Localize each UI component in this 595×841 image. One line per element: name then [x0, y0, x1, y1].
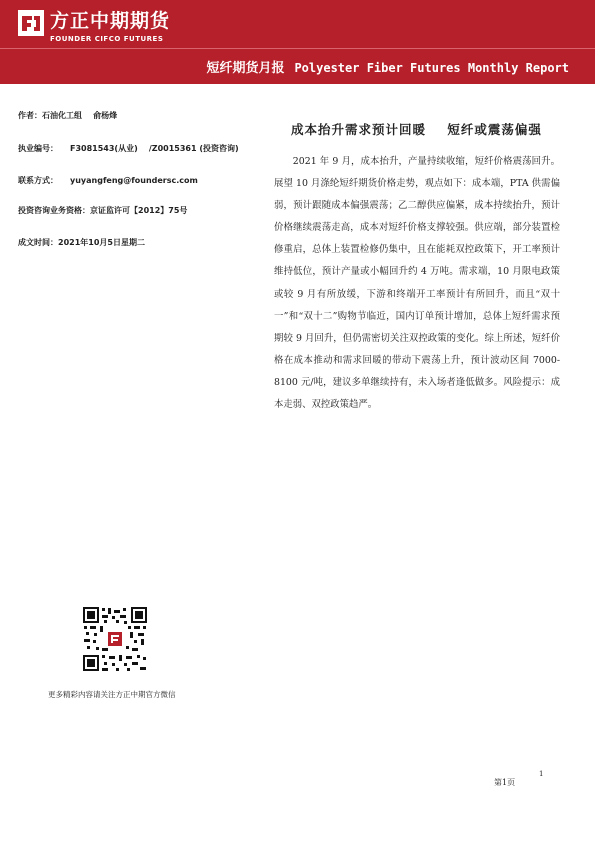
qualification-label: 投资咨询业务资格：	[18, 206, 90, 215]
brand-logo-icon	[18, 10, 44, 36]
date-label: 成文时间：	[18, 238, 58, 247]
brand-name-cn: 方正中期期货	[50, 10, 171, 32]
article-body: 2021 年 9 月，成本抬升，产量持续收缩，短纤价格震荡回升。展望 10 月涤纶短纤期货价格走势，观点如下：成本端，PTA 供需偏弱，预计跟随成本偏强震荡；乙二醇供应偏紧，成本持续抬升，预计价格继续震荡走高，成本对短纤价格支撑较强。供应端，部分装置检修重启，总体上装置检修仍集中，且在能耗双控政策下，开工率预计维持低位，预计产量或小幅回升约 4 万吨。需求端，10 月限电政策或较 9 月有所放缓，下游和终端开工率预计有所回升，而且“双十一”和“双十二”购物节临近，国内订单预计增加，总体上短纤需求预期较 9 月回升，但仍需密切关注双控政策的变化。综上所述，短纤价格在成本推动和需求回暖的带动下震荡上升，预计波动区间 7000-8100 元/吨，建议多单继续持有，未入场者逢低做多。风险提示：成本走弱、双控政策趋严。	[274, 156, 560, 411]
license-label: 执业编号：	[18, 144, 58, 153]
date-line	[18, 237, 145, 248]
author-value: 石油化工组 俞杨烽	[42, 111, 118, 120]
contact-value[interactable]: yuyangfeng@foundersc.com	[70, 176, 198, 185]
article-headline: 成本抬升需求预计回暖 短纤或震荡偏强	[291, 122, 542, 137]
qualification-value: 京证监许可【2012】75号	[90, 206, 188, 215]
qr-caption: 更多精彩内容请关注方正中期官方微信	[48, 690, 176, 699]
report-title	[206, 57, 569, 76]
license-line	[18, 143, 239, 154]
qualification-line	[18, 205, 187, 216]
date-value: 2021年10月5日星期二	[58, 238, 145, 247]
brand-logo	[18, 10, 170, 43]
page-number: 第1页	[494, 778, 516, 787]
contact-line	[18, 175, 198, 186]
page-mark: 1	[539, 770, 544, 778]
report-title-cn: 短纤期货月报	[206, 61, 285, 76]
contact-label: 联系方式：	[18, 176, 58, 185]
qr-code-icon[interactable]	[82, 606, 148, 672]
author-label: 作者：	[18, 111, 42, 120]
author-line	[18, 110, 117, 121]
report-title-en: Polyester Fiber Futures Monthly Report	[294, 61, 569, 75]
license-value: F3081543(从业) /Z0015361 (投资咨询)	[70, 144, 239, 153]
header-banner	[0, 0, 595, 84]
brand-name-en: FOUNDER CIFCO FUTURES	[50, 35, 164, 43]
banner-divider	[0, 48, 595, 49]
